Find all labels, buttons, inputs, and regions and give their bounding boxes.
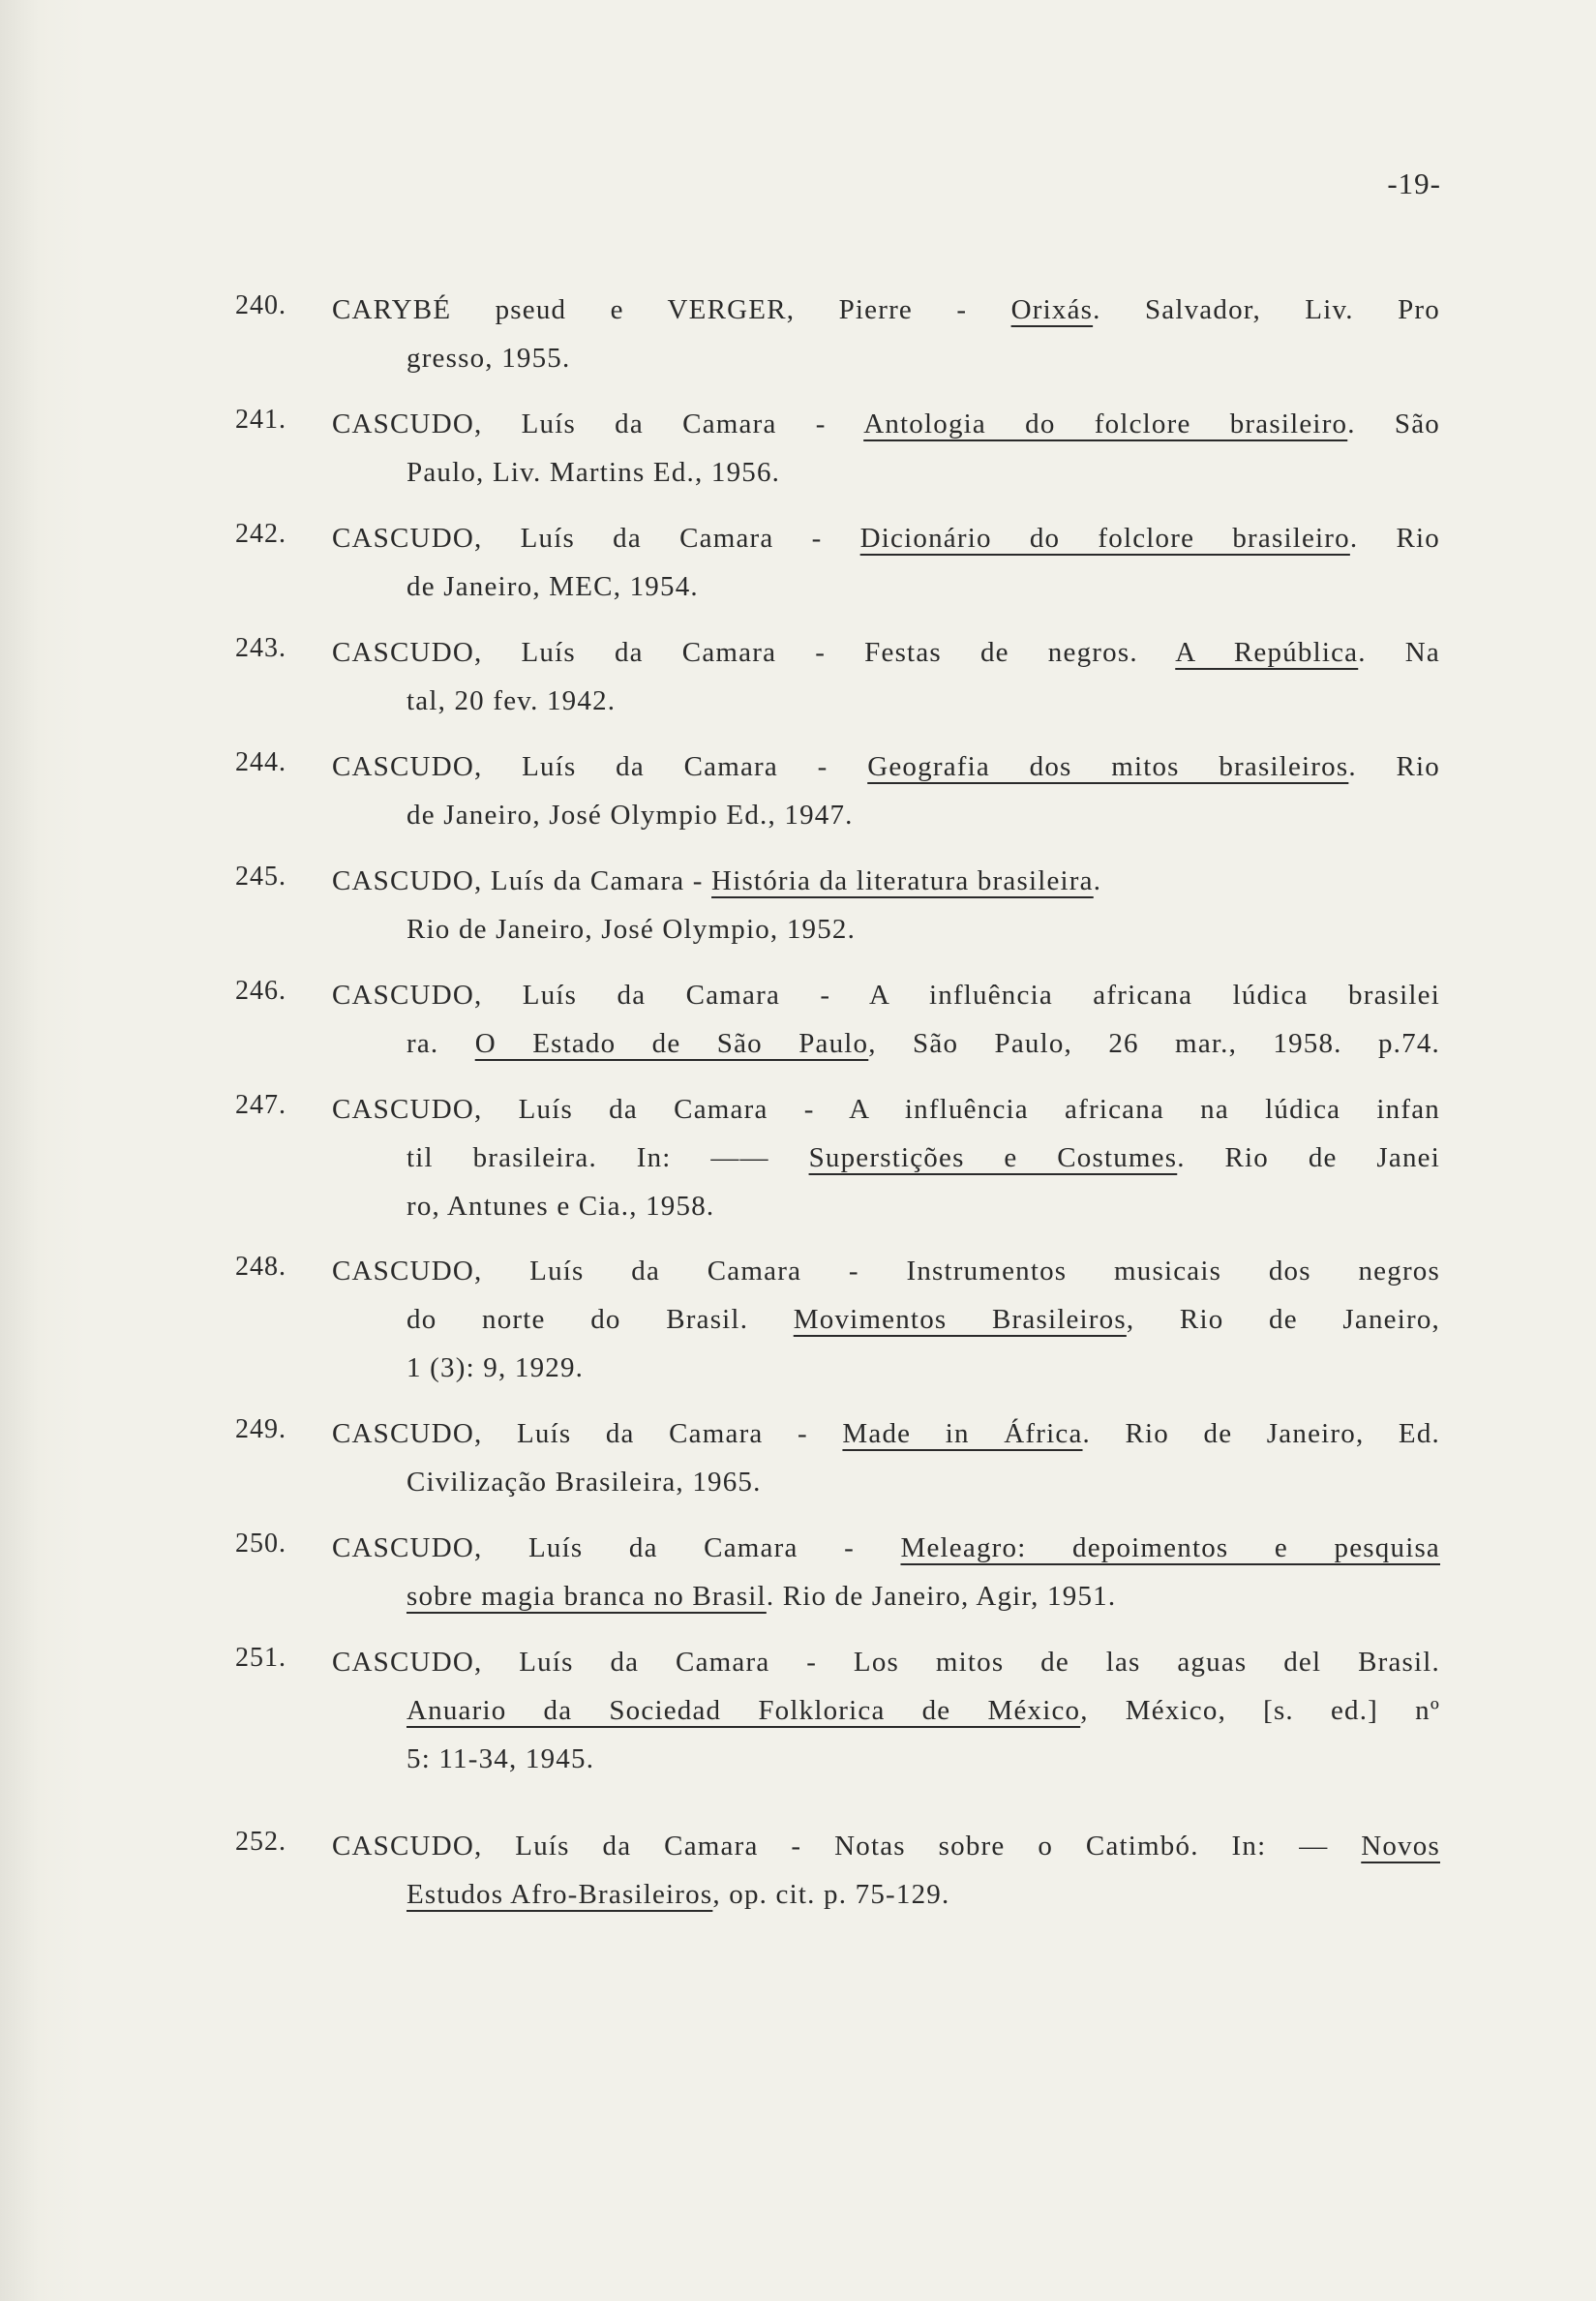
entry-title: História da literatura brasileira [711,865,1094,896]
entry-title: Orixás [1010,294,1094,325]
entry-title: Superstições e Costumes [808,1142,1178,1173]
entry-line: Anuario da Sociedad Folklorica de México, México, [s. ed.] nº [407,1695,1441,1726]
entry-line: CASCUDO, Luís da Camara - Los mitos de las aguas del Brasil. [332,1647,1440,1678]
entry-line: Rio de Janeiro, José Olympio, 1952. [407,914,857,945]
entry-line: CARYBÉ pseud e VERGER, Pierre - Orixás. Salvador, Liv. Pro [332,294,1440,325]
entry-number: 250. [235,1529,286,1559]
entry-number: 251. [235,1643,286,1673]
entry-line: CASCUDO, Luís da Camara - Notas sobre o Catimbó. In: — Novos [332,1831,1440,1862]
entry-line: 1 (3): 9, 1929. [407,1352,585,1383]
entry-number: 247. [235,1090,286,1120]
entry-line: Estudos Afro-Brasileiros, op. cit. p. 75-129. [407,1879,950,1910]
entry-line: sobre magia branca no Brasil. Rio de Janeiro, Agir, 1951. [407,1581,1117,1612]
entry-line: tal, 20 fev. 1942. [407,685,617,716]
entry-line: Civilização Brasileira, 1965. [407,1467,762,1498]
entry-number: 241. [235,405,286,435]
entry-title: Estudos Afro-Brasileiros [407,1879,713,1910]
entry-line: ro, Antunes e Cia., 1958. [407,1191,715,1222]
entry-title: Antologia do folclore brasileiro [863,409,1348,439]
entry-line: Paulo, Liv. Martins Ed., 1956. [407,457,781,488]
entry-number: 240. [235,290,286,320]
entry-title: Movimentos Brasileiros [793,1304,1127,1335]
entry-line: CASCUDO, Luís da Camara - A influência africana na lúdica infan [332,1094,1440,1125]
entry-number: 249. [235,1414,286,1444]
entry-number: 242. [235,519,286,549]
entry-line: CASCUDO, Luís da Camara - Festas de negros. A República. Na [332,637,1440,668]
entry-line: CASCUDO, Luís da Camara - Made in África. Rio de Janeiro, Ed. [332,1418,1440,1449]
entry-number: 252. [235,1827,286,1857]
entry-line: CASCUDO, Luís da Camara - Meleagro: depoimentos e pesquisa [332,1532,1441,1563]
page-number: -19- [1387,167,1441,200]
entry-line: do norte do Brasil. Movimentos Brasileiros, Rio de Janeiro, [407,1304,1440,1335]
entry-line: CASCUDO, Luís da Camara - Instrumentos musicais dos negros [332,1256,1440,1287]
entry-number: 248. [235,1252,286,1282]
entry-line: de Janeiro, MEC, 1954. [407,571,699,602]
entry-line: CASCUDO, Luís da Camara - História da literatura brasileira. [332,865,1102,896]
entry-line: til brasileira. In: —— Superstições e Costumes. Rio de Janei [407,1142,1440,1173]
entry-number: 246. [235,976,286,1006]
entry-line: ra. O Estado de São Paulo, São Paulo, 26 mar., 1958. p.74. [407,1028,1440,1059]
entry-line: CASCUDO, Luís da Camara - A influência africana lúdica brasilei [332,980,1440,1011]
entry-title: Dicionário do folclore brasileiro [859,523,1350,554]
entry-title: Novos [1361,1831,1440,1862]
entry-title: Made in África [842,1418,1083,1449]
entry-line: 5: 11-34, 1945. [407,1743,595,1774]
entry-title: O Estado de São Paulo [474,1028,869,1059]
entry-line: CASCUDO, Luís da Camara - Antologia do folclore brasileiro. São [332,409,1440,439]
entry-line: de Janeiro, José Olympio Ed., 1947. [407,800,854,831]
entry-number: 245. [235,862,286,892]
entry-title: A República [1175,637,1359,668]
entry-number: 244. [235,747,286,777]
entry-title: Geografia dos mitos brasileiros [867,751,1349,782]
entry-title: sobre magia branca no Brasil [407,1581,767,1612]
entry-line: CASCUDO, Luís da Camara - Dicionário do folclore brasileiro. Rio [332,523,1440,554]
entry-title: Meleagro: depoimentos e pesquisa [900,1532,1441,1563]
entry-line: CASCUDO, Luís da Camara - Geografia dos mitos brasileiros. Rio [332,751,1440,782]
entry-title: Anuario da Sociedad Folklorica de México [407,1695,1081,1726]
entry-line: gresso, 1955. [407,343,571,374]
entry-number: 243. [235,633,286,663]
